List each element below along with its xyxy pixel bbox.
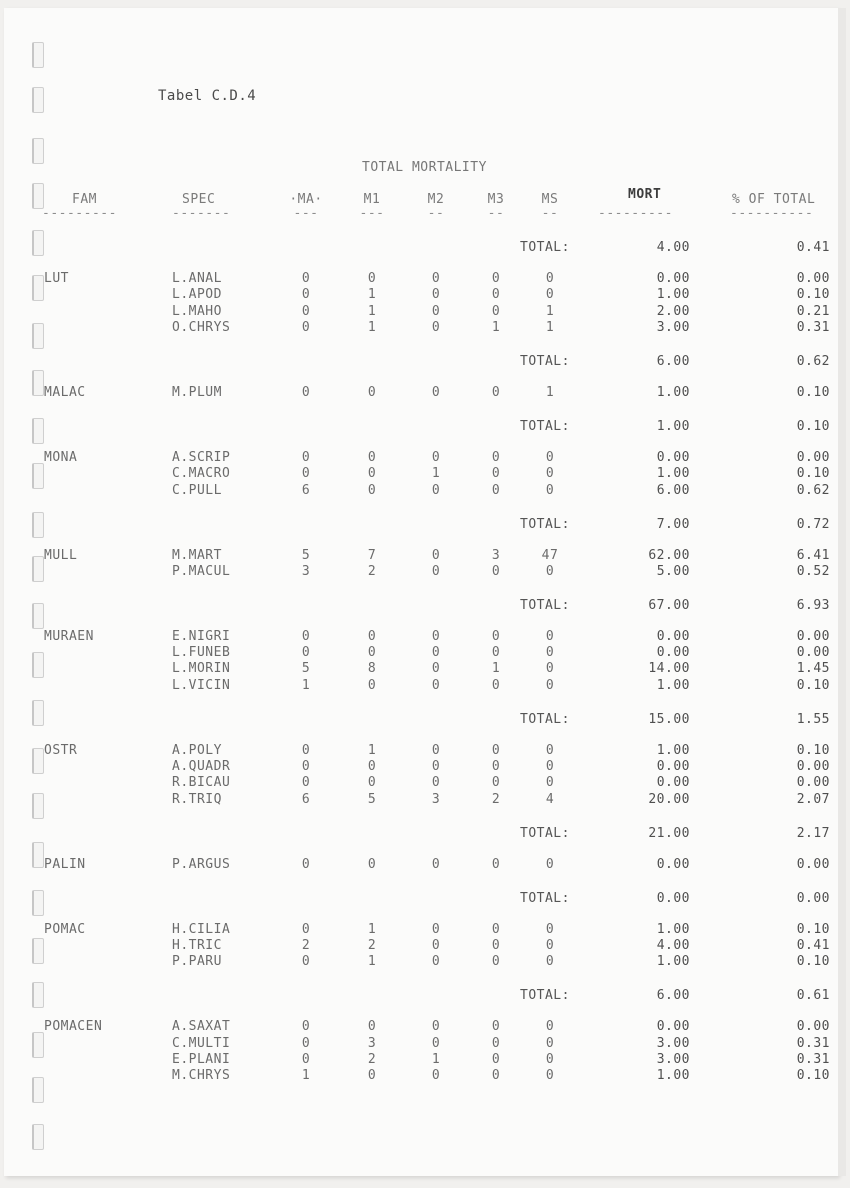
- cell-ma: 6: [301, 482, 311, 498]
- cell-ma: 0: [301, 954, 311, 970]
- species-code: L.VICIN: [172, 677, 231, 693]
- cell-m2: 0: [431, 856, 441, 872]
- species-code: C.MACRO: [172, 466, 231, 482]
- cell-m3: 0: [491, 563, 501, 579]
- total-mort: 21.00: [648, 825, 690, 841]
- cell-m3: 0: [491, 856, 501, 872]
- total-label: TOTAL:: [520, 516, 570, 532]
- total-label: TOTAL:: [520, 711, 570, 727]
- cell-ms: 0: [545, 466, 555, 482]
- cell-ma: 0: [301, 449, 311, 465]
- cell-ms: 0: [545, 954, 555, 970]
- cell-m1: 0: [367, 449, 377, 465]
- cell-ms: 0: [545, 661, 555, 677]
- cell-ms: 4: [545, 791, 555, 807]
- cell-mort: 62.00: [648, 547, 690, 563]
- cell-pct: 0.00: [796, 775, 830, 791]
- cell-m2: 0: [431, 1068, 441, 1084]
- cell-m1: 0: [367, 856, 377, 872]
- species-code: M.MART: [172, 547, 222, 563]
- cell-ms: 0: [545, 482, 555, 498]
- binder-hole: [32, 275, 44, 301]
- cell-ma: 0: [301, 271, 311, 286]
- species-code: O.CHRYS: [172, 319, 231, 335]
- cell-m3: 0: [491, 954, 501, 970]
- species-code: P.MACUL: [172, 563, 231, 579]
- binder-hole: [32, 700, 44, 726]
- table-title: Tabel C.D.4: [158, 88, 257, 104]
- cell-m3: 0: [491, 1068, 501, 1084]
- cell-ms: 1: [545, 319, 555, 335]
- cell-m2: 0: [431, 482, 441, 498]
- cell-m3: 3: [491, 547, 501, 563]
- cell-mort: 0.00: [656, 856, 690, 872]
- cell-ms: 0: [545, 921, 555, 937]
- cell-m1: 1: [367, 287, 377, 303]
- cell-ms: 0: [545, 271, 555, 286]
- total-mort: 67.00: [648, 597, 690, 613]
- binder-hole: [32, 138, 44, 164]
- family-name: MULL: [44, 547, 78, 563]
- cell-m3: 1: [491, 661, 501, 677]
- cell-m1: 8: [367, 661, 377, 677]
- cell-mort: 14.00: [648, 661, 690, 677]
- total-label: TOTAL:: [520, 353, 570, 369]
- underline-ms: --: [541, 206, 559, 221]
- cell-mort: 20.00: [648, 791, 690, 807]
- cell-m1: 0: [367, 645, 377, 661]
- binder-hole: [32, 1124, 44, 1150]
- cell-ms: 0: [545, 1051, 555, 1067]
- binder-hole: [32, 1077, 44, 1103]
- binder-hole: [32, 87, 44, 113]
- cell-pct: 0.31: [796, 1051, 830, 1067]
- cell-ma: 0: [301, 742, 311, 758]
- paper-edge: [838, 8, 846, 1176]
- cell-m2: 0: [431, 1035, 441, 1051]
- binder-hole: [32, 748, 44, 774]
- cell-ms: 0: [545, 775, 555, 791]
- cell-m3: 0: [491, 287, 501, 303]
- cell-mort: 0.00: [656, 645, 690, 661]
- underline-pct: ----------: [730, 206, 814, 221]
- total-label: TOTAL:: [520, 418, 570, 434]
- cell-mort: 1.00: [656, 677, 690, 693]
- binder-hole: [32, 370, 44, 396]
- binder-hole: [32, 323, 44, 349]
- cell-ms: 0: [545, 1035, 555, 1051]
- cell-mort: 0.00: [656, 628, 690, 644]
- cell-mort: 1.00: [656, 1068, 690, 1084]
- cell-m1: 0: [367, 271, 377, 286]
- cell-mort: 0.00: [656, 759, 690, 774]
- cell-pct: 6.41: [796, 547, 830, 563]
- cell-m2: 0: [431, 384, 441, 400]
- cell-m1: 0: [367, 482, 377, 498]
- cell-pct: 0.10: [796, 921, 830, 937]
- cell-mort: 4.00: [656, 937, 690, 953]
- cell-ms: 0: [545, 449, 555, 465]
- cell-ma: 1: [301, 1068, 311, 1084]
- cell-m1: 0: [367, 384, 377, 400]
- cell-m3: 0: [491, 921, 501, 937]
- cell-m2: 0: [431, 921, 441, 937]
- cell-pct: 0.21: [796, 303, 830, 319]
- binder-hole: [32, 418, 44, 444]
- header-pct: % OF TOTAL: [732, 192, 816, 207]
- cell-m2: 0: [431, 547, 441, 563]
- cell-m3: 0: [491, 759, 501, 774]
- total-pct: 0.62: [796, 353, 830, 369]
- cell-mort: 0.00: [656, 271, 690, 286]
- total-mort: 7.00: [656, 516, 690, 532]
- species-code: A.POLY: [172, 742, 222, 758]
- binder-hole: [32, 1032, 44, 1058]
- header-m3: M3: [487, 192, 505, 207]
- cell-ma: 0: [301, 384, 311, 400]
- cell-m2: 1: [431, 1051, 441, 1067]
- cell-mort: 3.00: [656, 1035, 690, 1051]
- table-subtitle: TOTAL MORTALITY: [362, 160, 487, 175]
- cell-ma: 0: [301, 1035, 311, 1051]
- cell-mort: 2.00: [656, 303, 690, 319]
- cell-ms: 1: [545, 384, 555, 400]
- species-code: R.TRIQ: [172, 791, 222, 807]
- cell-ma: 0: [301, 645, 311, 661]
- cell-pct: 0.00: [796, 759, 830, 774]
- cell-ma: 5: [301, 547, 311, 563]
- cell-m2: 0: [431, 1019, 441, 1035]
- cell-m3: 0: [491, 1035, 501, 1051]
- cell-m2: 0: [431, 937, 441, 953]
- underline-fam: ---------: [42, 206, 117, 221]
- cell-m3: 0: [491, 449, 501, 465]
- binder-hole: [32, 982, 44, 1008]
- species-code: P.ARGUS: [172, 856, 231, 872]
- cell-m2: 0: [431, 759, 441, 774]
- cell-m2: 0: [431, 449, 441, 465]
- cell-m1: 2: [367, 937, 377, 953]
- cell-ms: 0: [545, 1068, 555, 1084]
- cell-mort: 3.00: [656, 319, 690, 335]
- cell-m1: 3: [367, 1035, 377, 1051]
- binder-hole: [32, 938, 44, 964]
- cell-pct: 0.10: [796, 677, 830, 693]
- cell-pct: 0.00: [796, 271, 830, 286]
- cell-ma: 0: [301, 1051, 311, 1067]
- binder-hole: [32, 463, 44, 489]
- cell-ma: 1: [301, 677, 311, 693]
- family-name: POMACEN: [44, 1019, 103, 1035]
- species-code: L.MORIN: [172, 661, 231, 677]
- underline-m3: --: [487, 206, 505, 221]
- cell-pct: 0.31: [796, 319, 830, 335]
- species-code: E.NIGRI: [172, 628, 231, 644]
- cell-m2: 1: [431, 466, 441, 482]
- cell-mort: 5.00: [656, 563, 690, 579]
- cell-m3: 0: [491, 1019, 501, 1035]
- total-label: TOTAL:: [520, 890, 570, 906]
- total-mort: 6.00: [656, 988, 690, 1004]
- family-name: MONA: [44, 449, 78, 465]
- cell-m2: 0: [431, 319, 441, 335]
- species-code: C.PULL: [172, 482, 222, 498]
- cell-ms: 0: [545, 759, 555, 774]
- species-code: L.APOD: [172, 287, 222, 303]
- total-label: TOTAL:: [520, 825, 570, 841]
- cell-ma: 0: [301, 466, 311, 482]
- cell-pct: 0.00: [796, 628, 830, 644]
- cell-m1: 0: [367, 628, 377, 644]
- cell-ms: 1: [545, 303, 555, 319]
- cell-mort: 0.00: [656, 775, 690, 791]
- cell-mort: 1.00: [656, 384, 690, 400]
- total-mort: 1.00: [656, 418, 690, 434]
- cell-ma: 0: [301, 921, 311, 937]
- total-pct: 2.17: [796, 825, 830, 841]
- cell-m3: 0: [491, 775, 501, 791]
- cell-m1: 1: [367, 319, 377, 335]
- cell-m2: 0: [431, 677, 441, 693]
- underline-ma: ---: [293, 206, 319, 221]
- cell-ma: 0: [301, 319, 311, 335]
- cell-ms: 0: [545, 563, 555, 579]
- family-name: POMAC: [44, 921, 86, 937]
- binder-hole: [32, 512, 44, 538]
- cell-ma: 6: [301, 791, 311, 807]
- family-name: MALAC: [44, 384, 86, 400]
- cell-m3: 2: [491, 791, 501, 807]
- cell-pct: 0.00: [796, 1019, 830, 1035]
- cell-m1: 1: [367, 303, 377, 319]
- cell-mort: 1.00: [656, 742, 690, 758]
- cell-m2: 0: [431, 645, 441, 661]
- cell-m3: 0: [491, 677, 501, 693]
- cell-m3: 0: [491, 645, 501, 661]
- cell-m2: 0: [431, 563, 441, 579]
- header-m1: M1: [363, 192, 381, 207]
- cell-ms: 0: [545, 742, 555, 758]
- cell-ms: 47: [541, 547, 559, 563]
- cell-m1: 0: [367, 759, 377, 774]
- cell-m2: 3: [431, 791, 441, 807]
- species-code: M.PLUM: [172, 384, 222, 400]
- cell-pct: 2.07: [796, 791, 830, 807]
- family-name: MURAEN: [44, 628, 94, 644]
- total-mort: 4.00: [656, 240, 690, 255]
- cell-m1: 0: [367, 1019, 377, 1035]
- total-mort: 6.00: [656, 353, 690, 369]
- cell-m3: 0: [491, 1051, 501, 1067]
- species-code: E.PLANI: [172, 1051, 231, 1067]
- total-pct: 0.10: [796, 418, 830, 434]
- total-pct: 6.93: [796, 597, 830, 613]
- cell-ma: 0: [301, 775, 311, 791]
- total-label: TOTAL:: [520, 988, 570, 1004]
- header-ms: MS: [541, 192, 559, 207]
- cell-mort: 1.00: [656, 954, 690, 970]
- cell-m3: 0: [491, 384, 501, 400]
- binder-hole: [32, 556, 44, 582]
- species-code: A.SAXAT: [172, 1019, 231, 1035]
- total-pct: 1.55: [796, 711, 830, 727]
- cell-ma: 0: [301, 856, 311, 872]
- cell-m3: 1: [491, 319, 501, 335]
- cell-m1: 1: [367, 742, 377, 758]
- cell-m1: 5: [367, 791, 377, 807]
- binder-hole: [32, 793, 44, 819]
- species-code: M.CHRYS: [172, 1068, 231, 1084]
- cell-ms: 0: [545, 1019, 555, 1035]
- cell-m3: 0: [491, 482, 501, 498]
- species-code: R.BICAU: [172, 775, 231, 791]
- underline-m2: --: [427, 206, 445, 221]
- cell-m1: 2: [367, 1051, 377, 1067]
- cell-m1: 0: [367, 1068, 377, 1084]
- binder-hole: [32, 652, 44, 678]
- total-label: TOTAL:: [520, 240, 570, 255]
- cell-m2: 0: [431, 661, 441, 677]
- cell-mort: 1.00: [656, 287, 690, 303]
- cell-ms: 0: [545, 937, 555, 953]
- total-label: TOTAL:: [520, 597, 570, 613]
- cell-pct: 0.62: [796, 482, 830, 498]
- cell-pct: 0.10: [796, 384, 830, 400]
- family-name: OSTR: [44, 742, 78, 758]
- cell-m2: 0: [431, 954, 441, 970]
- cell-m3: 0: [491, 742, 501, 758]
- cell-ma: 0: [301, 1019, 311, 1035]
- cell-m1: 1: [367, 921, 377, 937]
- species-code: L.ANAL: [172, 271, 222, 286]
- family-name: LUT: [44, 271, 69, 286]
- cell-pct: 0.00: [796, 645, 830, 661]
- cell-ma: 0: [301, 287, 311, 303]
- total-mort: 15.00: [648, 711, 690, 727]
- total-mort: 0.00: [656, 890, 690, 906]
- cell-ma: 3: [301, 563, 311, 579]
- cell-m3: 0: [491, 271, 501, 286]
- header-fam: FAM: [72, 192, 97, 207]
- cell-ma: 2: [301, 937, 311, 953]
- cell-ma: 0: [301, 759, 311, 774]
- cell-mort: 6.00: [656, 482, 690, 498]
- total-pct: 0.41: [796, 240, 830, 255]
- cell-mort: 3.00: [656, 1051, 690, 1067]
- cell-ma: 5: [301, 661, 311, 677]
- cell-m1: 0: [367, 677, 377, 693]
- cell-pct: 0.10: [796, 287, 830, 303]
- underline-m1: ---: [359, 206, 385, 221]
- cell-mort: 1.00: [656, 921, 690, 937]
- underline-mort: ---------: [598, 206, 673, 221]
- cell-m1: 2: [367, 563, 377, 579]
- cell-pct: 0.10: [796, 742, 830, 758]
- species-code: A.QUADR: [172, 759, 231, 774]
- cell-m3: 0: [491, 466, 501, 482]
- total-pct: 0.61: [796, 988, 830, 1004]
- family-name: PALIN: [44, 856, 86, 872]
- binder-hole: [32, 42, 44, 68]
- binder-hole: [32, 603, 44, 629]
- cell-m2: 0: [431, 287, 441, 303]
- cell-m2: 0: [431, 271, 441, 286]
- cell-m1: 7: [367, 547, 377, 563]
- header-spec: SPEC: [182, 192, 216, 207]
- total-pct: 0.00: [796, 890, 830, 906]
- cell-pct: 0.31: [796, 1035, 830, 1051]
- cell-m2: 0: [431, 303, 441, 319]
- binder-hole: [32, 842, 44, 868]
- total-pct: 0.72: [796, 516, 830, 532]
- underline-spec: -------: [172, 206, 231, 221]
- cell-m3: 0: [491, 937, 501, 953]
- cell-ms: 0: [545, 287, 555, 303]
- cell-ma: 0: [301, 303, 311, 319]
- header-ma: ·MA·: [289, 192, 323, 207]
- species-code: H.TRIC: [172, 937, 222, 953]
- cell-pct: 0.52: [796, 563, 830, 579]
- cell-pct: 0.00: [796, 856, 830, 872]
- header-m2: M2: [427, 192, 445, 207]
- cell-mort: 0.00: [656, 1019, 690, 1035]
- header-mort: MORT: [628, 187, 662, 202]
- cell-pct: 0.00: [796, 449, 830, 465]
- cell-ms: 0: [545, 677, 555, 693]
- cell-mort: 0.00: [656, 449, 690, 465]
- species-code: A.SCRIP: [172, 449, 231, 465]
- cell-pct: 0.10: [796, 1068, 830, 1084]
- binder-hole: [32, 230, 44, 256]
- species-code: H.CILIA: [172, 921, 231, 937]
- binder-hole: [32, 890, 44, 916]
- cell-pct: 0.10: [796, 954, 830, 970]
- cell-ms: 0: [545, 645, 555, 661]
- cell-m2: 0: [431, 742, 441, 758]
- cell-m2: 0: [431, 628, 441, 644]
- cell-mort: 1.00: [656, 466, 690, 482]
- cell-m3: 0: [491, 303, 501, 319]
- cell-pct: 1.45: [796, 661, 830, 677]
- cell-m2: 0: [431, 775, 441, 791]
- cell-m3: 0: [491, 628, 501, 644]
- cell-m1: 0: [367, 775, 377, 791]
- cell-pct: 0.41: [796, 937, 830, 953]
- cell-ms: 0: [545, 628, 555, 644]
- cell-m1: 0: [367, 466, 377, 482]
- species-code: L.MAHO: [172, 303, 222, 319]
- cell-m1: 1: [367, 954, 377, 970]
- cell-ms: 0: [545, 856, 555, 872]
- species-code: L.FUNEB: [172, 645, 231, 661]
- species-code: C.MULTI: [172, 1035, 231, 1051]
- cell-ma: 0: [301, 628, 311, 644]
- cell-pct: 0.10: [796, 466, 830, 482]
- species-code: P.PARU: [172, 954, 222, 970]
